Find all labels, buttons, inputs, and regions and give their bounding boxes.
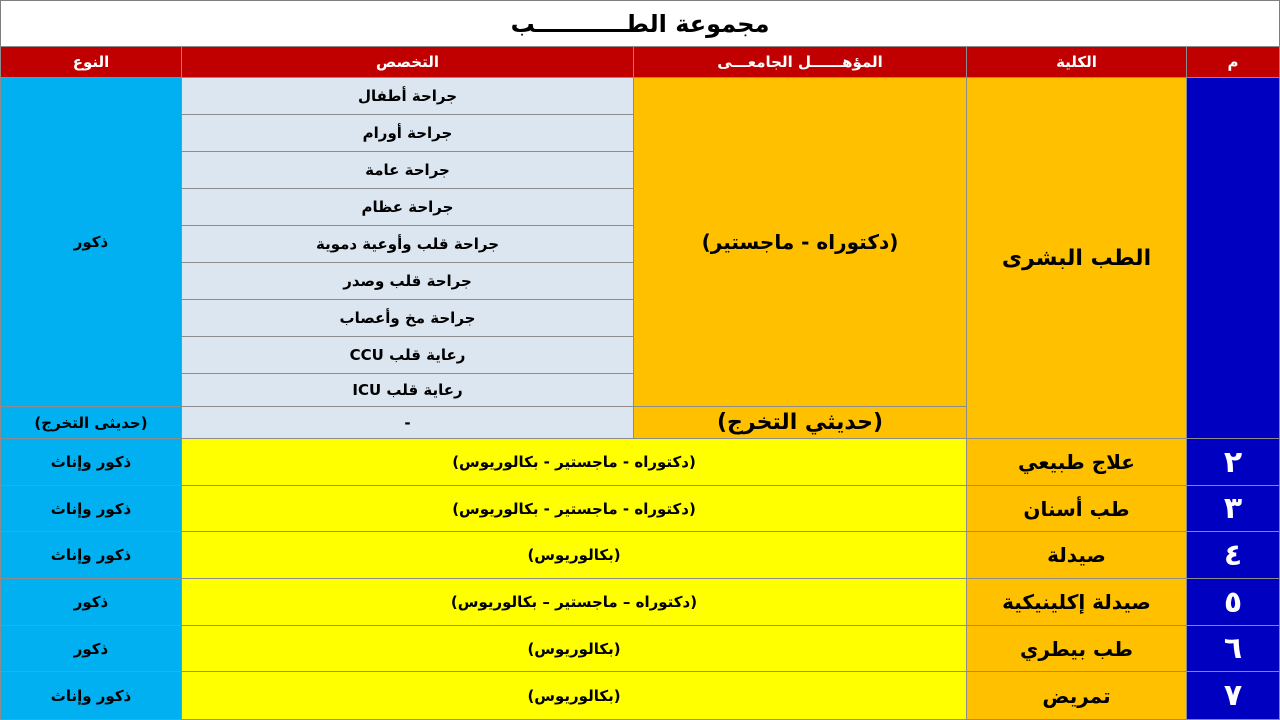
gender: ذكور وإناث: [0, 671, 182, 720]
gender: ذكور: [0, 625, 182, 672]
specialty-item: جراحة أورام: [181, 114, 634, 152]
specialty-item: رعاية قلب CCU: [181, 336, 634, 374]
gender: ذكور: [0, 578, 182, 626]
gender-graduates: (حديثى التخرج): [0, 406, 182, 439]
header-college: الكلية: [966, 46, 1187, 78]
qualification: (دكتوراه – ماجستير – بكالوريوس): [181, 578, 967, 626]
specialty-item: رعاية قلب ICU: [181, 373, 634, 407]
qualification: (دكتوراه - ماجستير - بكالوريوس): [181, 485, 967, 532]
row-number: ٣: [1186, 485, 1280, 532]
header-qualification: المؤهــــــل الجامعـــى: [633, 46, 967, 78]
specialty-item: جراحة أطفال: [181, 77, 634, 115]
page-title: مجموعة الطـــــــــــب: [0, 0, 1280, 47]
row-number: ٧: [1186, 671, 1280, 720]
row-number: ٤: [1186, 531, 1280, 579]
qualification: (دكتوراه - ماجستير - بكالوريوس): [181, 438, 967, 486]
header-specialty: التخصص: [181, 46, 634, 78]
college-name: طب بيطري: [966, 625, 1187, 672]
gender: ذكور وإناث: [0, 485, 182, 532]
gender: ذكور وإناث: [0, 438, 182, 486]
qualification: (بكالوريوس): [181, 625, 967, 672]
specialty-item: جراحة قلب وأوعية دموية: [181, 225, 634, 263]
row-number-medicine: [1186, 77, 1280, 439]
college-name: علاج طبيعي: [966, 438, 1187, 486]
row-number: ٦: [1186, 625, 1280, 672]
row-number: ٢: [1186, 438, 1280, 486]
qualification-graduates: (حديثي التخرج): [633, 406, 967, 439]
row-number: ٥: [1186, 578, 1280, 626]
specialty-graduates: -: [181, 406, 634, 439]
college-medicine: الطب البشرى: [966, 77, 1187, 439]
qualification: (بكالوريوس): [181, 671, 967, 720]
gender: ذكور وإناث: [0, 531, 182, 579]
college-name: صيدلة إكلينيكية: [966, 578, 1187, 626]
header-number: م: [1186, 46, 1280, 78]
specialty-item: جراحة مخ وأعصاب: [181, 299, 634, 337]
specialty-item: جراحة عامة: [181, 151, 634, 189]
gender-medicine: ذكور: [0, 77, 182, 407]
college-name: طب أسنان: [966, 485, 1187, 532]
college-name: صيدلة: [966, 531, 1187, 579]
header-gender: النوع: [0, 46, 182, 78]
college-name: تمريض: [966, 671, 1187, 720]
specialty-item: جراحة قلب وصدر: [181, 262, 634, 300]
specialty-item: جراحة عظام: [181, 188, 634, 226]
qualification-medicine: (دكتوراه - ماجستير): [633, 77, 967, 407]
qualification: (بكالوريوس): [181, 531, 967, 579]
